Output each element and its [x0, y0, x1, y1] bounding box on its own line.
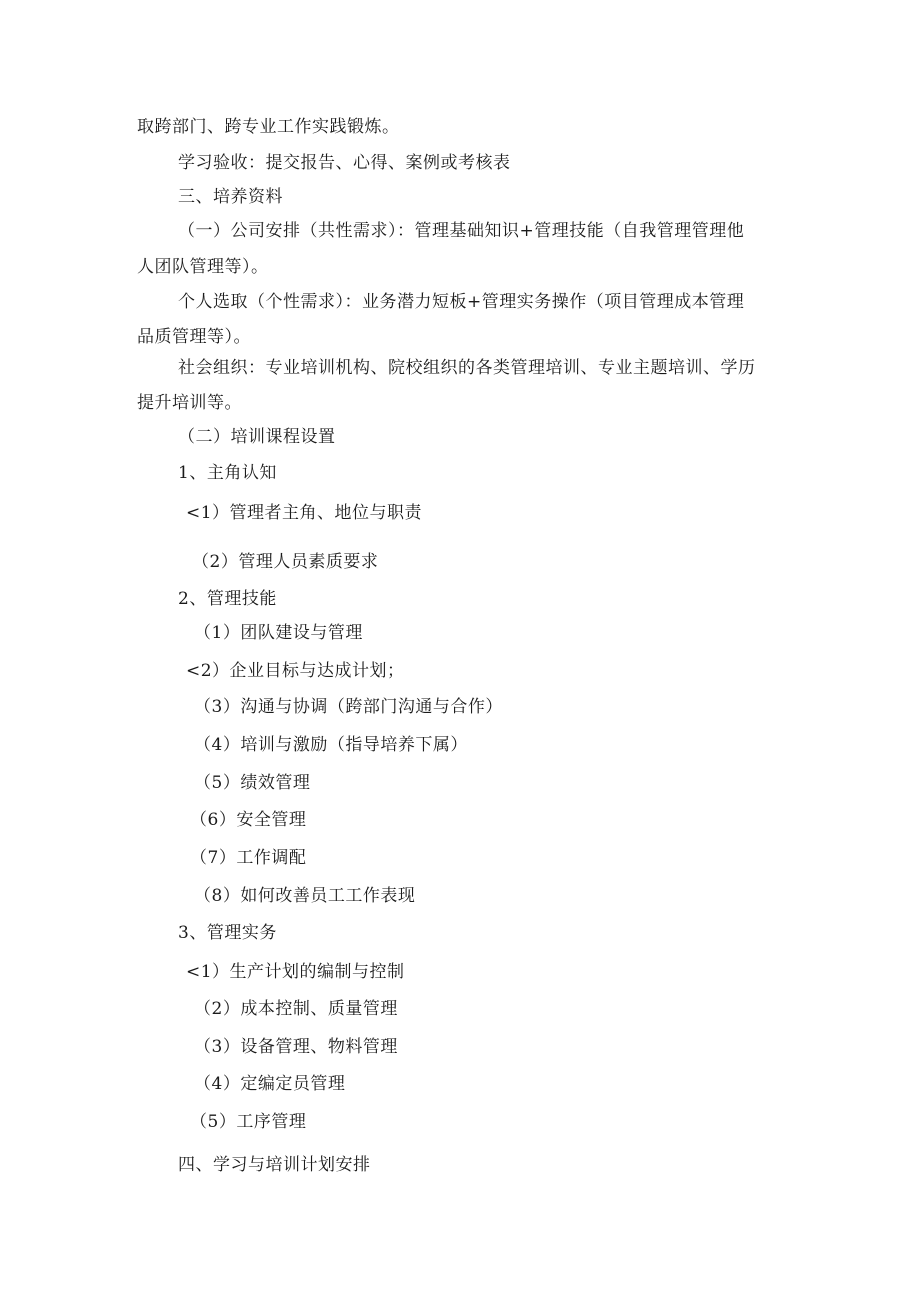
individual-selection: 个人选取（个性需求）：业务潜力短板+管理实务操作（项目管理成本管理: [178, 292, 745, 312]
list-item: （6）安全管理: [190, 810, 307, 830]
list-heading-role: 1、主角认知: [178, 463, 277, 483]
section-heading-3: 三、培养资料: [178, 187, 283, 207]
company-arrangement: （一）公司安排（共性需求）：管理基础知识+管理技能（自我管理管理他: [178, 221, 745, 241]
list-heading-skills: 2、管理技能: [178, 589, 277, 609]
list-item: （7）工作调配: [190, 848, 307, 868]
list-item: （1）团队建设与管理: [194, 623, 363, 643]
list-item: <1）生产计划的编制与控制: [186, 962, 405, 982]
list-item: （4）定编定员管理: [194, 1074, 346, 1094]
list-item: （5）工序管理: [190, 1112, 307, 1132]
list-item: （2）管理人员素质要求: [192, 552, 379, 572]
list-item: （3）沟通与协调（跨部门沟通与合作）: [194, 697, 503, 717]
learning-acceptance: 学习验收：提交报告、心得、案例或考核表: [178, 153, 511, 173]
subsection-heading-2: （二）培训课程设置: [178, 427, 336, 447]
individual-selection-cont: 品质管理等）。: [137, 327, 251, 347]
list-item: （2）成本控制、质量管理: [194, 999, 398, 1019]
list-item: <1）管理者主角、地位与职责: [186, 503, 423, 523]
list-heading-practice: 3、管理实务: [178, 923, 277, 943]
company-arrangement-cont: 人团队管理等）。: [137, 257, 269, 277]
social-organization-cont: 提升培训等。: [137, 393, 242, 413]
list-item: （5）绩效管理: [194, 773, 311, 793]
social-organization: 社会组织：专业培训机构、院校组织的各类管理培训、专业主题培训、学历: [178, 358, 756, 378]
paragraph-continuation: 取跨部门、跨专业工作实践锻炼。: [137, 117, 400, 137]
list-item: （8）如何改善员工工作表现: [194, 886, 416, 906]
list-item: <2）企业目标与达成计划；: [186, 661, 405, 681]
section-heading-4: 四、学习与培训计划安排: [178, 1155, 371, 1175]
list-item: （3）设备管理、物料管理: [194, 1037, 398, 1057]
list-item: （4）培训与激励（指导培养下属）: [194, 735, 468, 755]
